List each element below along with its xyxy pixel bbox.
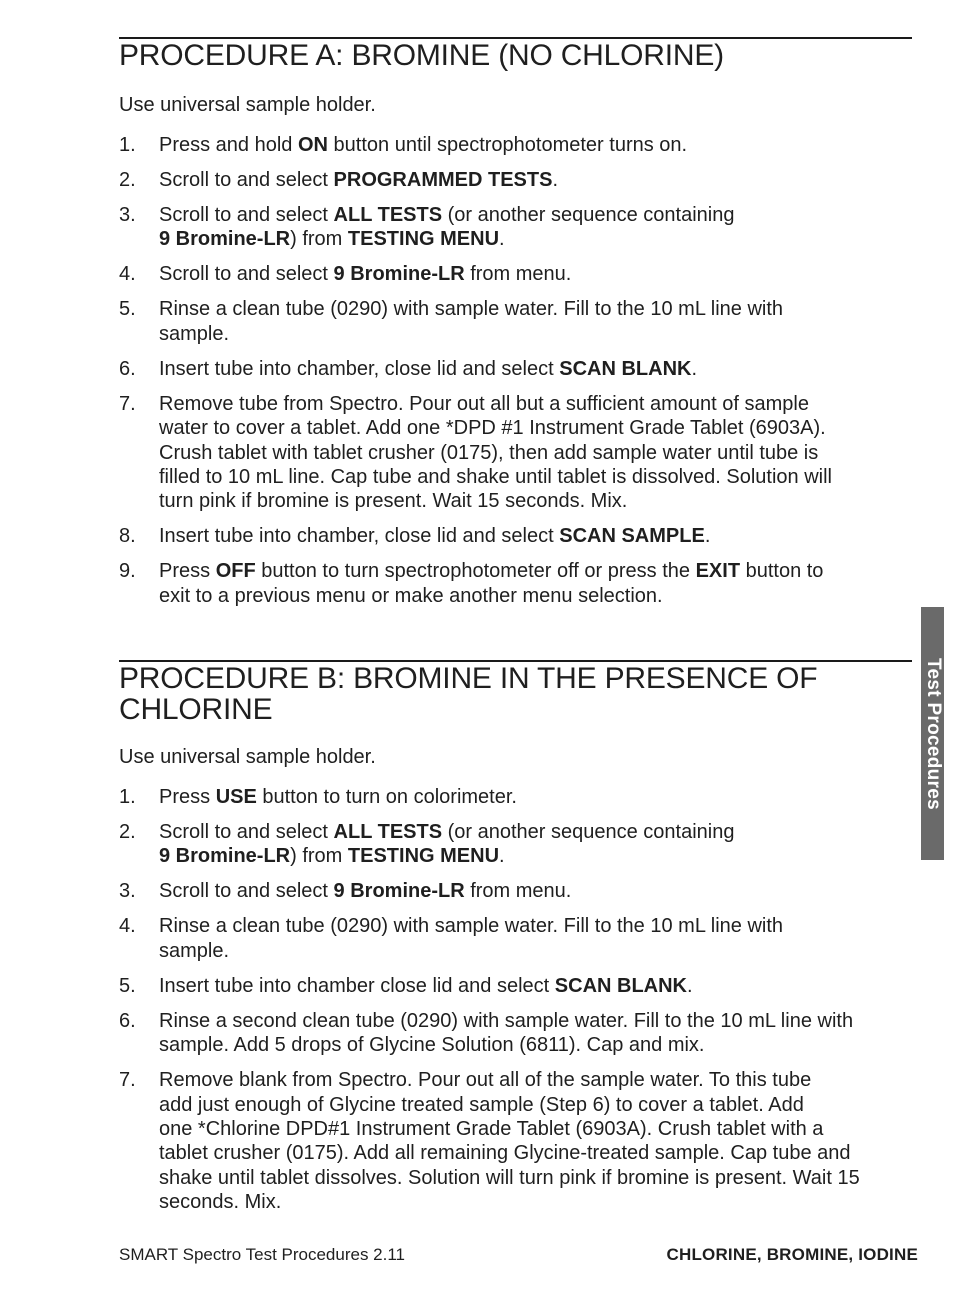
procedure-a-intro: Use universal sample holder. bbox=[119, 94, 376, 116]
footer-document-title: SMART Spectro Test Procedures 2.11 bbox=[119, 1245, 405, 1264]
procedure-step bbox=[119, 1009, 912, 1058]
step-text: sample. bbox=[159, 322, 230, 345]
step-keyword: ON bbox=[297, 134, 328, 156]
step-text: Scroll to and select bbox=[159, 169, 334, 191]
step-number: 5. bbox=[119, 974, 136, 997]
step-keyword: 9 Bromine-LR bbox=[333, 880, 465, 903]
procedure-step bbox=[119, 297, 912, 346]
step-number: 6. bbox=[119, 1009, 136, 1032]
procedure-step bbox=[119, 914, 912, 963]
step-text: sample. Add 5 drops of Glycine Solution (6811). Cap and mix. bbox=[159, 1034, 705, 1057]
procedure-step bbox=[119, 524, 912, 548]
step-text: shake until tablet dissolves. Solution will turn pink if bromine is present. Wait 15 bbox=[159, 1166, 860, 1189]
procedure-b-title-line1: PROCEDURE B: BROMINE IN THE PRESENCE OF bbox=[119, 662, 818, 695]
step-text: button until spectrophotometer turns on. bbox=[327, 134, 688, 156]
step-text: Crush tablet with tablet crusher (0175), then add sample water until tube is bbox=[159, 441, 819, 464]
step-number: 2. bbox=[119, 821, 136, 843]
step-text: button to turn spectrophotometer off or press the bbox=[255, 560, 696, 583]
procedure-b-steps bbox=[119, 785, 912, 1215]
step-number: 4. bbox=[119, 915, 136, 938]
procedure-a-steps bbox=[119, 133, 912, 608]
step-text: Remove blank from Spectro. Pour out all of the sample water. To this tube bbox=[159, 1069, 812, 1092]
step-text: Scroll to and select bbox=[159, 880, 334, 903]
step-text: Rinse a clean tube (0290) with sample water. Fill to the 10 mL line with bbox=[159, 915, 784, 938]
step-text: exit to a previous menu or make another menu selection. bbox=[159, 584, 663, 607]
step-number: 4. bbox=[119, 263, 136, 286]
step-keyword: SCAN BLANK bbox=[559, 357, 692, 380]
procedure-step bbox=[119, 168, 912, 192]
footer-section-name: CHLORINE, BROMINE, IODINE bbox=[666, 1245, 918, 1264]
step-keyword: SCAN SAMPLE bbox=[559, 525, 705, 548]
step-text: seconds. Mix. bbox=[159, 1191, 282, 1214]
step-text: add just enough of Glycine treated sample (Step 6) to cover a tablet. Add bbox=[159, 1093, 804, 1116]
step-keyword: SCAN BLANK bbox=[554, 974, 687, 997]
step-text: filled to 10 mL line. Cap tube and shake until tablet is dissolved. Solution will bbox=[159, 466, 832, 489]
step-number: 2. bbox=[119, 169, 136, 191]
step-text: Rinse a clean tube (0290) with sample water. Fill to the 10 mL line with bbox=[159, 298, 784, 321]
step-text: . bbox=[687, 974, 693, 997]
step-text: Scroll to and select bbox=[159, 263, 334, 286]
step-number: 7. bbox=[119, 1069, 136, 1092]
step-text: . bbox=[499, 845, 505, 868]
step-text: from menu. bbox=[464, 263, 572, 286]
step-number: 8. bbox=[119, 525, 136, 548]
step-text: Remove tube from Spectro. Pour out all but a sufficient amount of sample bbox=[159, 392, 809, 415]
step-text: one *Chlorine DPD#1 Instrument Grade Tablet (6903A). Crush tablet with a bbox=[159, 1118, 824, 1141]
step-text: Press and hold bbox=[159, 134, 298, 156]
step-text: Press bbox=[159, 786, 216, 808]
procedure-step bbox=[119, 559, 912, 608]
step-text: Rinse a second clean tube (0290) with sample water. Fill to the 10 mL line with bbox=[159, 1009, 854, 1032]
step-number: 9. bbox=[119, 560, 136, 583]
step-text: ) from bbox=[290, 845, 348, 868]
step-keyword: 9 Bromine-LR bbox=[333, 263, 465, 286]
step-text: Insert tube into chamber, close lid and select bbox=[159, 357, 560, 380]
procedure-b-title-line2: CHLORINE bbox=[119, 693, 273, 726]
step-text: ) from bbox=[290, 228, 348, 251]
step-keyword: 9 Bromine-LR bbox=[159, 845, 291, 868]
step-text: . bbox=[691, 357, 698, 380]
procedure-step bbox=[119, 785, 912, 809]
step-text: tablet crusher (0175). Add all remaining Glycine-treated sample. Cap tube and bbox=[159, 1142, 851, 1165]
step-text: . bbox=[499, 228, 505, 251]
procedure-a-section bbox=[119, 37, 912, 619]
procedure-step bbox=[119, 392, 912, 514]
procedure-step bbox=[119, 879, 912, 903]
procedure-step bbox=[119, 133, 912, 157]
step-keyword: EXIT bbox=[695, 560, 741, 583]
step-keyword: TESTING MENU bbox=[347, 228, 500, 251]
step-number: 1. bbox=[119, 786, 136, 808]
step-text: turn pink if bromine is present. Wait 15 seconds. Mix. bbox=[159, 490, 628, 513]
step-keyword: TESTING MENU bbox=[347, 845, 500, 868]
procedure-step bbox=[119, 820, 912, 869]
step-text: water to cover a tablet. Add one *DPD #1 Instrument Grade Tablet (6903A). bbox=[159, 417, 826, 440]
step-number: 6. bbox=[119, 357, 136, 380]
step-number: 3. bbox=[119, 880, 136, 903]
step-number: 3. bbox=[119, 204, 136, 226]
procedure-step bbox=[119, 1068, 912, 1214]
procedure-a-title: PROCEDURE A: BROMINE (NO CHLORINE) bbox=[119, 39, 724, 72]
step-text: Scroll to and select bbox=[159, 204, 334, 226]
procedure-step bbox=[119, 203, 912, 252]
step-number: 1. bbox=[119, 134, 136, 156]
step-number: 5. bbox=[119, 298, 136, 321]
step-text: Insert tube into chamber close lid and select bbox=[159, 974, 555, 997]
step-text: from menu. bbox=[464, 880, 572, 903]
side-section-tab bbox=[921, 607, 944, 860]
step-keyword: ALL TESTS bbox=[333, 204, 443, 226]
step-number: 7. bbox=[119, 392, 136, 415]
step-text: (or another sequence containing bbox=[442, 821, 735, 843]
step-keyword: 9 Bromine-LR bbox=[159, 228, 291, 251]
step-text: button to bbox=[740, 560, 824, 583]
step-text: Press bbox=[159, 560, 216, 583]
step-keyword: USE bbox=[215, 786, 257, 808]
procedure-step bbox=[119, 357, 912, 381]
step-keyword: ALL TESTS bbox=[333, 821, 443, 843]
procedure-b-title bbox=[119, 663, 912, 725]
procedure-step bbox=[119, 974, 912, 998]
step-text: . bbox=[552, 169, 558, 191]
step-text: button to turn on colorimeter. bbox=[256, 786, 517, 808]
side-section-tab-label: Test Procedures bbox=[922, 657, 944, 810]
procedure-step bbox=[119, 262, 912, 286]
step-keyword: OFF bbox=[215, 560, 256, 583]
step-keyword: PROGRAMMED TESTS bbox=[333, 169, 553, 191]
step-text: Insert tube into chamber, close lid and select bbox=[159, 525, 560, 548]
step-text: (or another sequence containing bbox=[442, 204, 735, 226]
step-text: sample. bbox=[159, 939, 230, 962]
step-text: Scroll to and select bbox=[159, 821, 334, 843]
procedure-b-intro: Use universal sample holder. bbox=[119, 746, 376, 768]
step-text: . bbox=[704, 525, 711, 548]
procedure-b-section bbox=[119, 660, 912, 1225]
